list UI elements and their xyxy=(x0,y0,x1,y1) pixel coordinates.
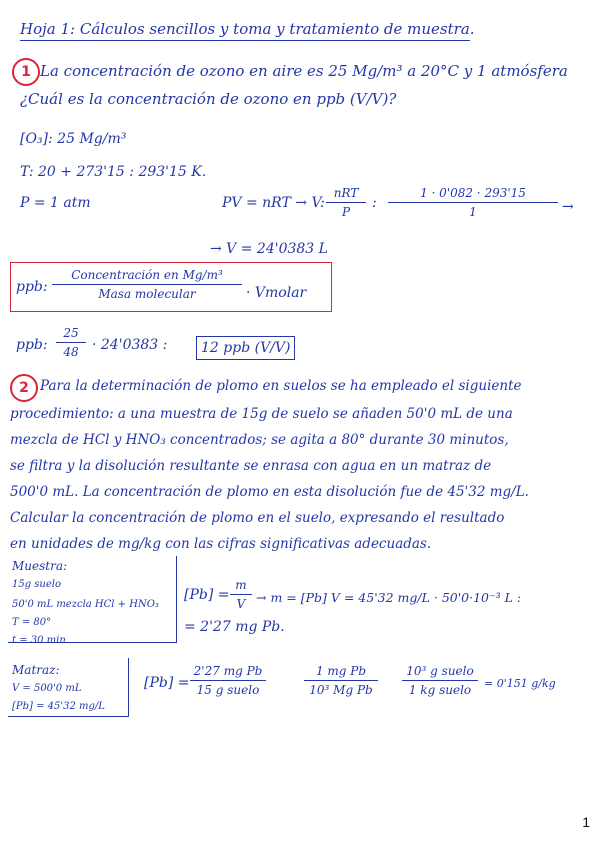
f1-den: 15 g suelo xyxy=(196,683,260,697)
box-den: Masa molecular xyxy=(98,287,196,301)
muestra-item-1: 15g suelo xyxy=(12,579,62,590)
matraz-item-1: V = 500'0 mL xyxy=(12,683,82,694)
f1-num: 2'27 mg Pb xyxy=(193,664,263,678)
ppb-num: 25 xyxy=(63,326,79,340)
frac1-num: nRT xyxy=(333,186,359,200)
pb-formula-prefix: [Pb] = xyxy=(184,587,230,603)
title-underline xyxy=(20,40,470,41)
ex2-line-4: se filtra y la disolución resultante se enrasa con agua en un matraz de xyxy=(10,458,492,474)
f3-num: 10³ g suelo xyxy=(406,664,474,678)
frac2-den: 1 xyxy=(469,205,477,219)
final-result: = 0'151 g/kg xyxy=(484,677,556,690)
final-prefix: [Pb] = xyxy=(144,675,190,691)
ppb-calc-fraction xyxy=(56,326,86,359)
muestra-item-3: T = 80° xyxy=(12,617,52,628)
box-suffix: · Vmolar xyxy=(246,285,307,301)
muestra-item-4: t = 30 min xyxy=(12,635,66,646)
muestra-item-2: 50'0 mL mezcla HCl + HNO₃ xyxy=(12,599,159,610)
ex1-ideal-gas-left: PV = nRT → V: xyxy=(222,195,325,211)
ex1-ideal-gas-frac1 xyxy=(326,186,366,219)
matraz-item-2: [Pb] = 45'32 mg/L xyxy=(12,701,105,712)
page-number: 1 xyxy=(582,814,590,830)
ex1-ideal-gas-arrow: → xyxy=(562,199,574,215)
exercise-2-number: 2 xyxy=(10,374,38,402)
muestra-title: Muestra: xyxy=(12,559,68,573)
final-frac-1 xyxy=(190,664,266,697)
box-fraction xyxy=(52,268,242,301)
pb-v: V xyxy=(236,597,246,611)
pb-mass-calc: → m = [Pb] V = 45'32 mg/L · 50'0·10⁻³ L : xyxy=(256,590,522,605)
ex2-line-5: 500'0 mL. La concentración de plomo en esta disolución fue de 45'32 mg/L. xyxy=(10,484,529,500)
pb-mass-result: = 2'27 mg Pb. xyxy=(184,619,285,635)
ex2-line-3: mezcla de HCl y HNO₃ concentrados; se agita a 80° durante 30 minutos, xyxy=(10,432,509,448)
box-prefix: ppb: xyxy=(16,279,48,295)
ex2-line-6: Calcular la concentración de plomo en el suelo, expresando el resultado xyxy=(10,510,505,526)
ex1-ideal-gas-frac2 xyxy=(388,186,558,219)
final-frac-2 xyxy=(304,664,378,697)
ppb-result: 12 ppb (V/V) xyxy=(196,336,295,360)
exercise-1-number: 1 xyxy=(12,58,40,86)
frac2-num: 1 · 0'082 · 293'15 xyxy=(420,186,526,200)
f3-den: 1 kg suelo xyxy=(408,683,472,697)
f2-num: 1 mg Pb xyxy=(315,664,367,678)
ppb-den: 48 xyxy=(63,345,79,359)
f2-den: 10³ Mg Pb xyxy=(309,683,373,697)
frac1-den: P xyxy=(341,205,351,219)
pb-formula-fraction xyxy=(230,578,252,611)
ppb-calc-prefix: ppb: xyxy=(16,337,48,353)
ex1-ozone-concentration: [O₃]: 25 Mg/m³ xyxy=(20,131,127,147)
matraz-title: Matraz: xyxy=(12,663,60,677)
ex1-temperature: T: 20 + 273'15 : 293'15 K. xyxy=(20,164,207,180)
ex2-line-2: procedimiento: a una muestra de 15g de suelo se añaden 50'0 mL de una xyxy=(10,406,513,422)
box-num: Concentración en Mg/m³ xyxy=(71,268,223,282)
ppb-calc-mult: · 24'0383 : xyxy=(92,337,168,353)
ex2-line-1: Para la determinación de plomo en suelos se ha empleado el siguiente xyxy=(40,378,522,394)
final-frac-3 xyxy=(402,664,478,697)
ex1-ideal-gas-equals: : xyxy=(372,195,377,211)
ex1-statement-line2: ¿Cuál es la concentración de ozono en ppb (V/V)? xyxy=(20,90,397,108)
ex1-statement-line1: La concentración de ozono en aire es 25 Mg/m³ a 20°C y 1 atmósfera xyxy=(40,62,568,80)
ex1-pressure: P = 1 atm xyxy=(20,195,91,211)
pb-m: m xyxy=(235,578,247,592)
page-title: Hoja 1: Cálculos sencillos y toma y tratamiento de muestra. xyxy=(20,20,475,38)
ex2-line-7: en unidades de mg/kg con las cifras significativas adecuadas. xyxy=(10,536,432,552)
ex1-molar-volume: → V = 24'0383 L xyxy=(210,241,328,257)
